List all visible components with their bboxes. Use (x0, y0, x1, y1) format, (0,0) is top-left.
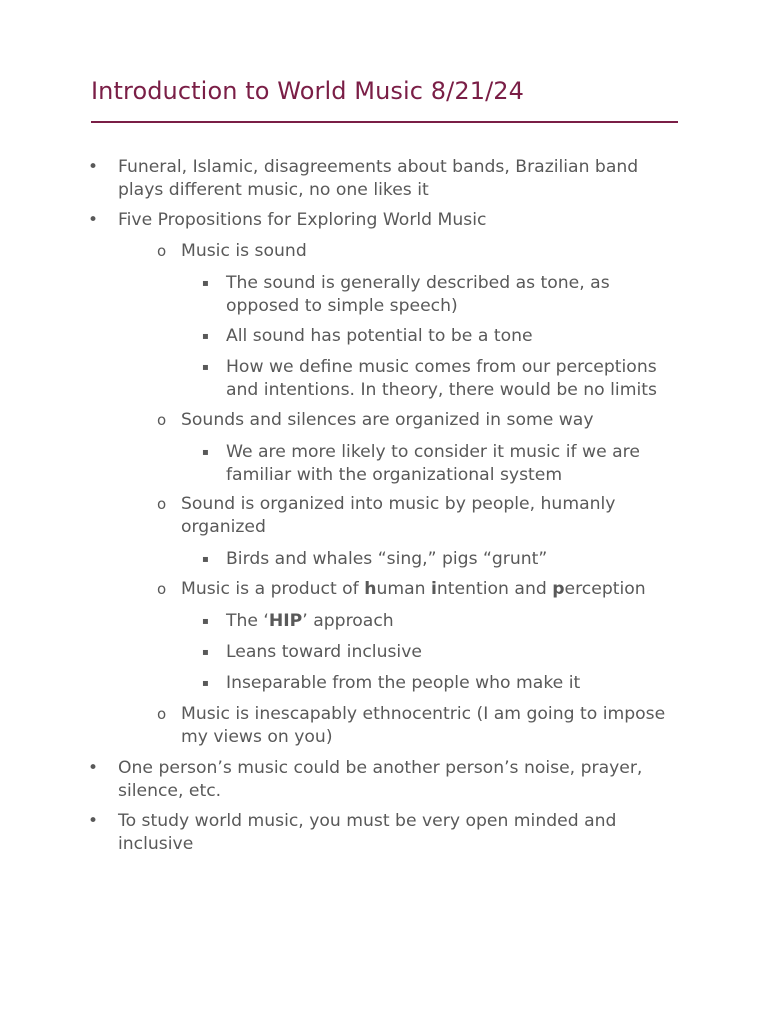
list-item-text: Inseparable from the people who make it (226, 673, 581, 693)
list-item-text: Birds and whales “sing,” pigs “grunt” (226, 549, 548, 569)
circle-bullet-icon: o (157, 495, 167, 513)
list-item (157, 409, 681, 432)
list-item-text: Sound is organized into music by people, humanly organized (181, 494, 616, 537)
square-bullet-icon: ▪ (202, 647, 209, 658)
list-item-text: Music is inescapably ethnocentric (I am going to impose my views on you) (181, 704, 666, 747)
list-item (88, 757, 678, 803)
list-item (202, 641, 676, 664)
circle-bullet-icon: o (157, 705, 167, 723)
list-item (157, 703, 681, 749)
list-item (202, 356, 676, 402)
circle-bullet-icon: o (157, 580, 167, 598)
square-bullet-icon: ▪ (202, 447, 209, 458)
list-item (202, 672, 676, 695)
square-bullet-icon: ▪ (202, 554, 209, 565)
square-bullet-icon: ▪ (202, 278, 209, 289)
bullet-icon: • (88, 758, 99, 778)
list-item (88, 156, 678, 202)
list-item (88, 810, 678, 856)
page-title: Introduction to World Music 8/21/24 (91, 77, 525, 105)
bullet-icon: • (88, 811, 99, 831)
title-divider (91, 121, 678, 123)
list-item (202, 441, 676, 487)
list-item-text: The ‘HIP’ approach (226, 611, 394, 631)
list-item-text: Five Propositions for Exploring World Music (118, 210, 487, 230)
square-bullet-icon: ▪ (202, 616, 209, 627)
list-item-text: To study world music, you must be very open minded and inclusive (118, 811, 617, 854)
list-item-text: One person’s music could be another person’s noise, prayer, silence, etc. (118, 758, 643, 801)
list-item (202, 325, 676, 348)
list-item-text: How we define music comes from our perceptions and intentions. In theory, there would be no limits (226, 357, 657, 400)
list-item (157, 578, 681, 601)
list-item (202, 272, 676, 318)
list-item-text: The sound is generally described as tone, as opposed to simple speech) (226, 273, 610, 316)
list-item-text: Music is a product of human intention and perception (181, 579, 646, 599)
square-bullet-icon: ▪ (202, 331, 209, 342)
list-item (202, 548, 676, 571)
list-item-text: Music is sound (181, 241, 307, 261)
list-item-text: We are more likely to consider it music if we are familiar with the organizational system (226, 442, 640, 485)
square-bullet-icon: ▪ (202, 678, 209, 689)
list-item (157, 493, 681, 539)
circle-bullet-icon: o (157, 242, 167, 260)
list-item (157, 240, 681, 263)
bullet-icon: • (88, 210, 99, 230)
list-item-text: All sound has potential to be a tone (226, 326, 533, 346)
list-item (88, 209, 678, 232)
list-item-text: Funeral, Islamic, disagreements about bands, Brazilian band plays different music, no one likes it (118, 157, 639, 200)
bullet-icon: • (88, 157, 99, 177)
list-item-text: Leans toward inclusive (226, 642, 422, 662)
square-bullet-icon: ▪ (202, 362, 209, 373)
circle-bullet-icon: o (157, 411, 167, 429)
list-item-text: Sounds and silences are organized in some way (181, 410, 594, 430)
list-item (202, 610, 676, 633)
